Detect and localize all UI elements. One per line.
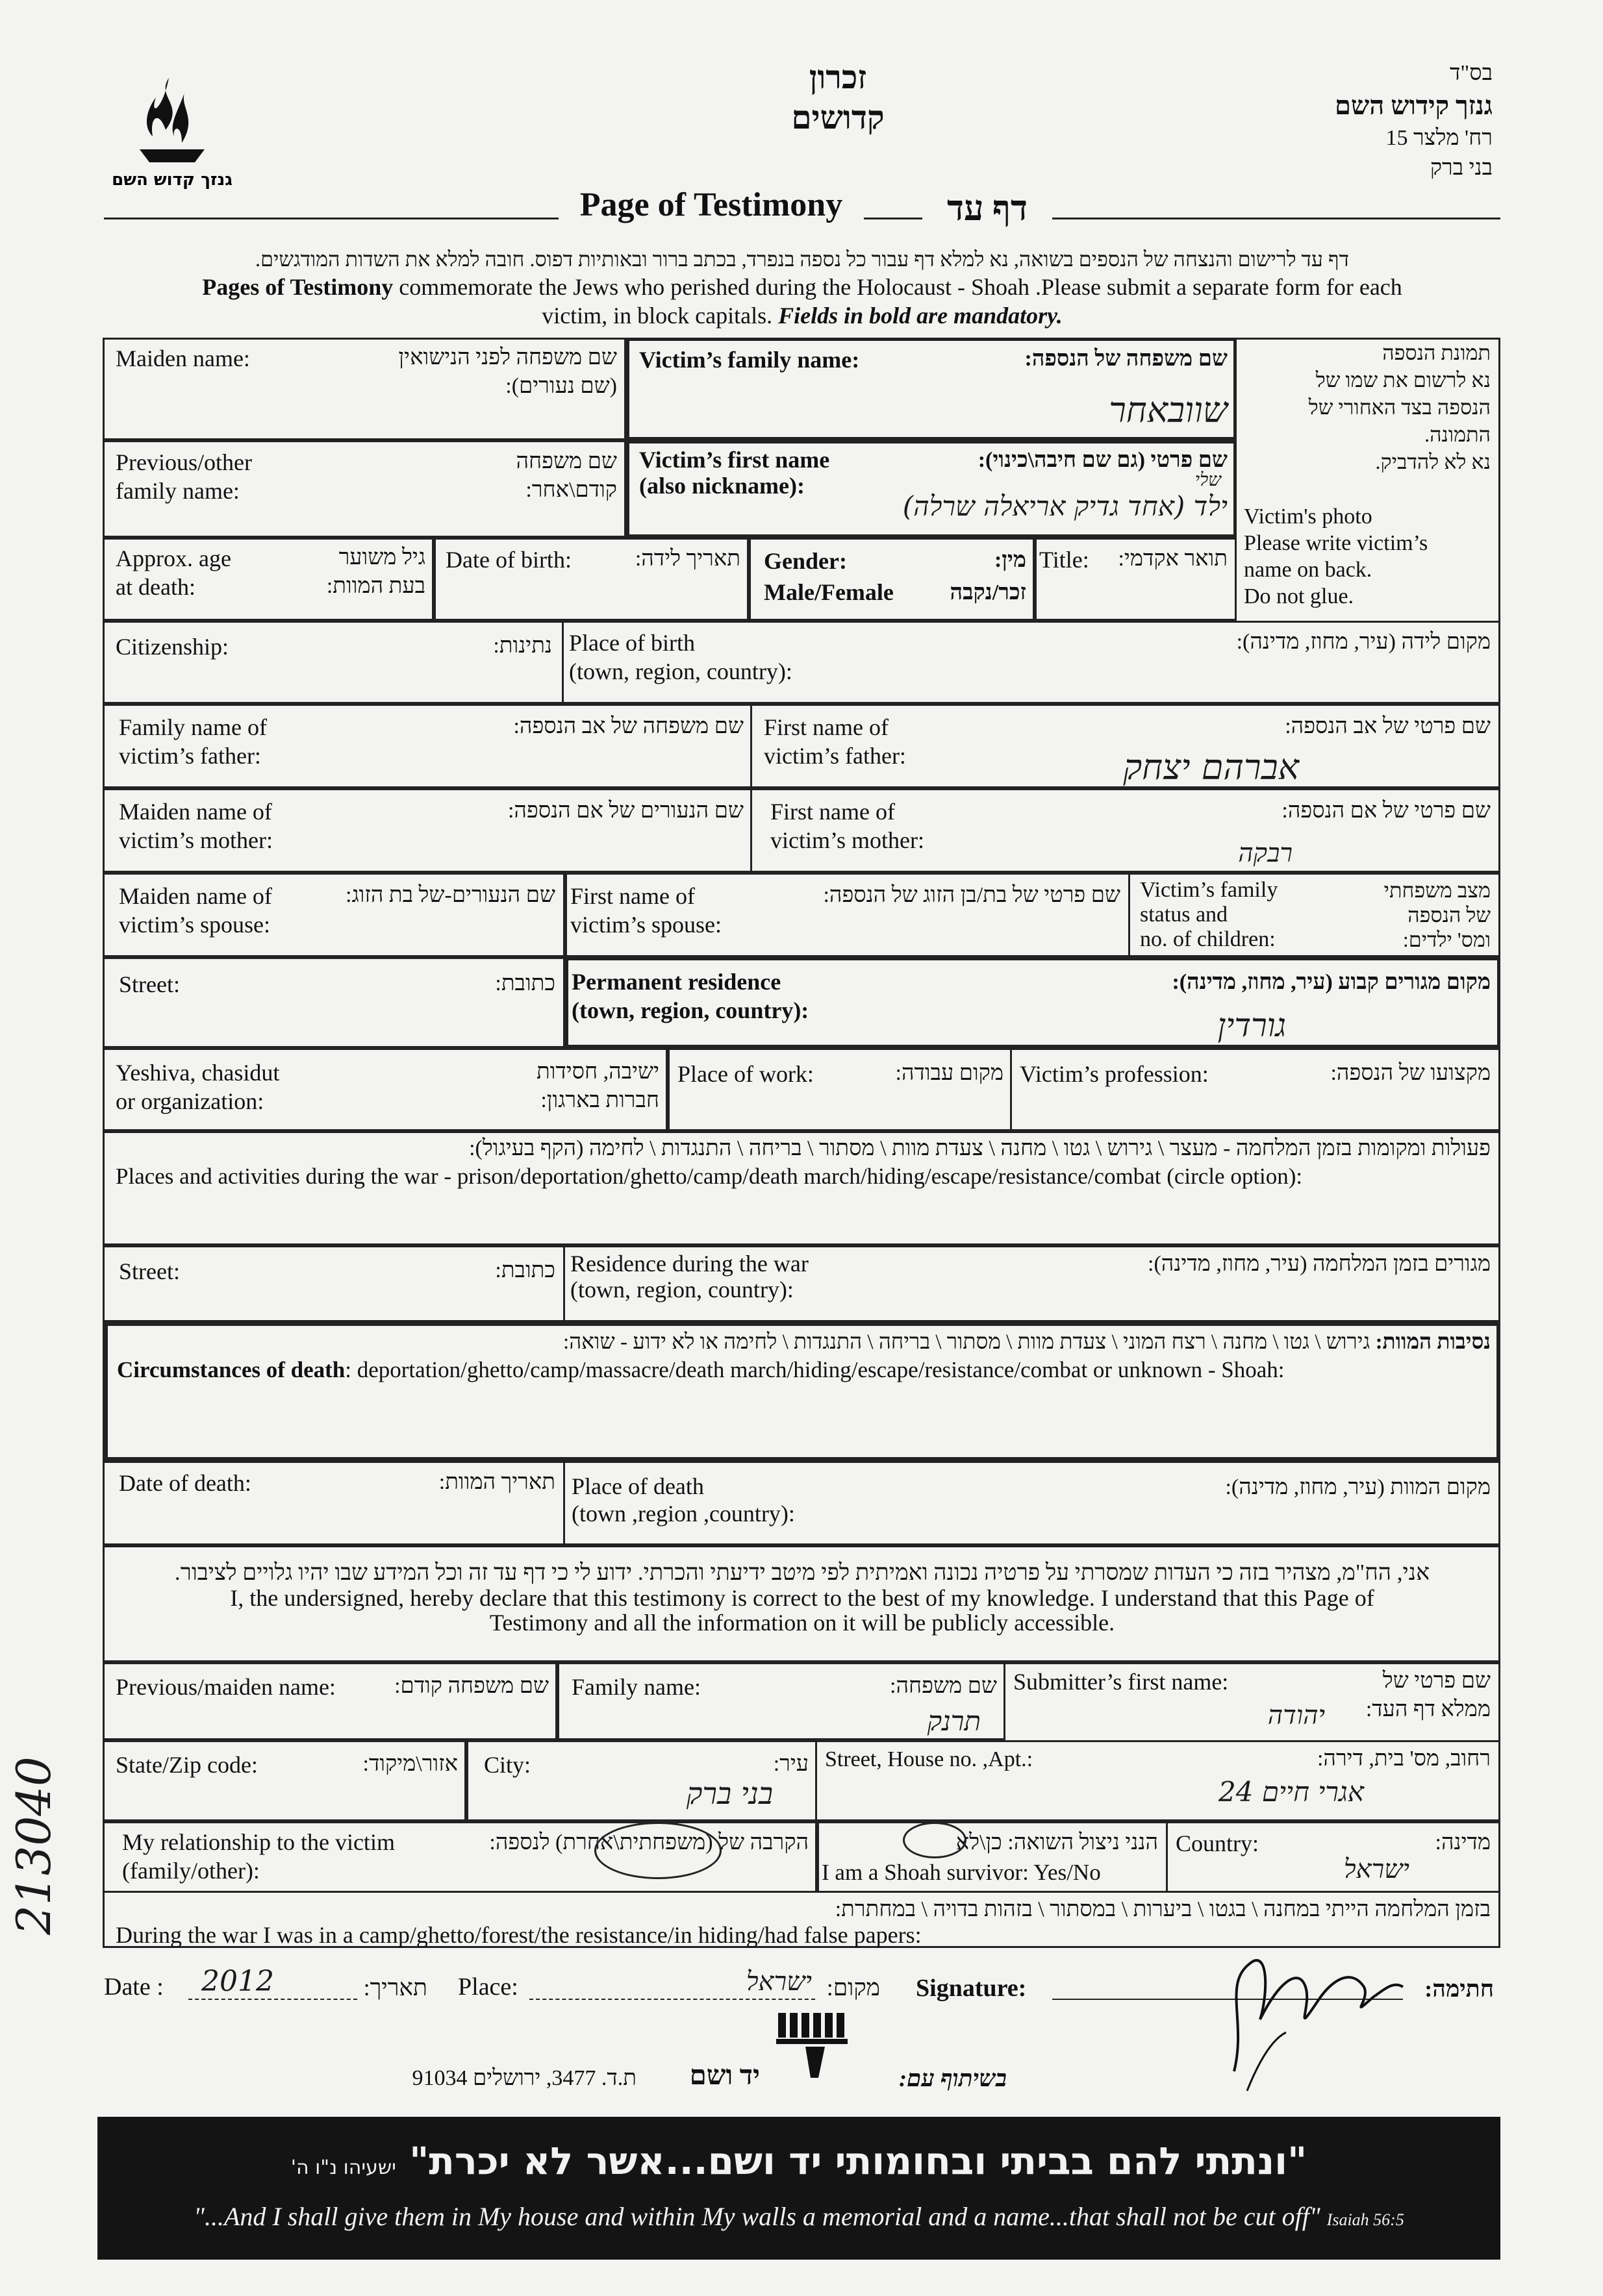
date-of-death-label-he: תאריך המוות: — [438, 1470, 555, 1494]
address-line: בני ברק — [1430, 156, 1493, 180]
war-activities-label: Places and activities during the war - prison/deportation/ghetto/camp/death march/hiding/escape/resistance/combat (circle option): — [116, 1164, 1303, 1189]
gender-label-line: Gender: — [764, 548, 847, 574]
logo-text: גנזך קדוש השם — [112, 170, 233, 190]
date-label-he: תאריך: — [363, 1975, 427, 2001]
spouse-maiden-name-label-line: victim’s spouse: — [119, 912, 270, 938]
survivor-label-he: הנני ניצול השואה: כן\לא — [955, 1830, 1158, 1854]
submitter-family-name-value: תרנק — [927, 1705, 981, 1737]
country-value: ישראל — [1343, 1854, 1409, 1884]
address-line: גנזך קידוש השם — [1335, 91, 1493, 120]
photo-instruction-line: Victim's photo — [1244, 505, 1372, 529]
place-of-birth-label-line: (town, region, country): — [569, 658, 792, 684]
partner-name: יד ושם — [689, 2061, 760, 2091]
place-label: Place: — [458, 1973, 518, 2001]
memorial-heading-line1: זכרון — [809, 59, 867, 95]
family-status-label[interactable] — [1140, 878, 1354, 952]
submitter-street-label-he: רחוב, מס' בית, דירה: — [1317, 1747, 1491, 1771]
signature-label: Signature: — [916, 1975, 1027, 2002]
intro-mandatory-note: Fields in bold are mandatory. — [772, 303, 1063, 329]
family-status-label-he-line: של הנספה — [1407, 903, 1491, 927]
age-at-death-label — [116, 544, 231, 601]
partner-label: בשיתוף עם: — [899, 2065, 1007, 2091]
academic-title-label: Title: — [1039, 547, 1089, 573]
mother-maiden-name-label — [119, 797, 273, 855]
submitter-city-value: בני ברק — [686, 1776, 773, 1811]
submitter-city-label: City: — [484, 1752, 531, 1778]
footer-quote-band — [97, 2117, 1500, 2260]
relationship-label-line: (family/other): — [122, 1858, 260, 1884]
declaration-en — [114, 1586, 1491, 1635]
photo-instruction-line: נא לא להדביק. — [1375, 450, 1491, 473]
age-at-death-label-line: Approx. age — [116, 545, 231, 571]
family-status-label-line: status and — [1140, 903, 1228, 927]
country-label[interactable]: Country: — [1176, 1830, 1259, 1856]
photo-instructions-en — [1244, 503, 1497, 610]
submitter-prev-name-label: Previous/maiden name: — [116, 1674, 336, 1700]
relationship-circle-mark — [594, 1822, 722, 1879]
yeshiva-label-he: ישיבה, חסידות — [536, 1060, 659, 1084]
previous-family-name-label-line: Previous/other — [116, 449, 252, 475]
age-at-death-label-line: at death: — [116, 574, 196, 600]
permanent-residence-label — [572, 967, 809, 1025]
gender-label-he: מין: — [994, 548, 1026, 572]
submitter-first-name-label-he: שם פרטי של — [1382, 1669, 1491, 1693]
place-of-birth-label-he: מקום לידה (עיר, מחוז, מדינה): — [1236, 630, 1491, 654]
victim-family-name-label-he: שם משפחה של הנספה: — [1024, 347, 1228, 371]
profession-label-he: מקצועו של הנספה: — [1330, 1061, 1491, 1085]
permanent-residence-label-he: מקום מגורים קבוע (עיר, מחוז, מדינה): — [1172, 970, 1491, 994]
yeshiva-label-line: or organization: — [116, 1088, 264, 1114]
page-title: Page of Testimony — [559, 186, 864, 224]
date-label: Date : — [104, 1973, 164, 2001]
footer-quote-he — [97, 2139, 1500, 2183]
place-line[interactable] — [529, 1999, 815, 2000]
photo-instruction-line: תמונת הנספה — [1382, 341, 1491, 364]
memorial-heading — [740, 57, 935, 138]
submitter-first-name-label-he2: ממלא דף העד: — [1365, 1697, 1491, 1721]
footer-quote-en-ref: Isaiah 56:5 — [1326, 2210, 1404, 2229]
declaration-line: Testimony and all the information on it will be publicly accessible. — [489, 1610, 1115, 1636]
permanent-residence-label-line: Permanent residence — [572, 969, 781, 995]
spouse-maiden-name-label — [119, 882, 272, 939]
place-of-death-label[interactable] — [572, 1473, 795, 1527]
date-value: 2012 — [201, 1965, 274, 1998]
age-at-death-label-he: גיל משוער — [338, 545, 425, 569]
family-status-label-line: Victim’s family — [1140, 878, 1278, 902]
archive-address — [1168, 58, 1493, 183]
yeshiva-label — [116, 1058, 279, 1116]
previous-family-name-label-line: family name: — [116, 478, 240, 504]
street-label: Street: — [119, 971, 180, 997]
survivor-label: I am a Shoah survivor: Yes/No — [822, 1860, 1101, 1885]
father-family-name-label-line: victim’s father: — [119, 743, 261, 769]
spouse-first-name-label-he: שם פרטי של בת/בן הזוג של הנספה: — [823, 883, 1120, 907]
margin-record-number: 213040 — [6, 1756, 61, 1935]
war-activities-label-he: פעולות ומקומות בזמן המלחמה - מעצר \ גירוש \ גטו \ מחנה \ צעדת מוות \ מסתור \ בריחה \ התנגדות \ לחימה (הקף בעיגול): — [469, 1136, 1491, 1160]
father-first-name-label-line: victim’s father: — [764, 743, 906, 769]
intro-english — [104, 273, 1500, 330]
circumstances-label-he — [117, 1329, 1491, 1356]
date-of-death-label: Date of death: — [119, 1470, 251, 1496]
submitter-family-name-label: Family name: — [572, 1674, 701, 1700]
submitter-zip-label: State/Zip code: — [116, 1752, 258, 1778]
place-value: ישראל — [746, 1967, 812, 1997]
country-label-he: מדינה: — [1435, 1830, 1491, 1854]
spouse-maiden-name-label-line: Maiden name of — [119, 883, 272, 909]
victim-first-name-value: ילד (אחד גדיק אריאלה שרלה) — [902, 490, 1228, 522]
family-status-label-he-line: מצב משפחתי — [1383, 879, 1491, 902]
circumstances-label-text: : deportation/ghetto/camp/massacre/death march/hiding/escape/resistance/combat or unknown - Shoah: — [345, 1357, 1285, 1382]
yad-vashem-logo — [773, 2013, 857, 2084]
maiden-name-label-he2: (שם נעורים): — [505, 374, 617, 398]
survivor-circle-mark — [903, 1822, 966, 1858]
gender-label — [764, 545, 894, 608]
intro-text: commemorate the Jews who perished during the Holocaust - Shoah .Please submit a separate form for each — [393, 274, 1402, 300]
footer-quote-he-text: "ונתתי להם בביתי ובחומותי יד ושם...אשר לא יכרת" — [409, 2139, 1307, 2183]
mother-first-name-label-line: First name of — [770, 799, 895, 825]
page-title-hebrew: דף עד — [922, 188, 1052, 229]
submitter-family-name-label-he: שם משפחה: — [890, 1674, 997, 1698]
father-family-name-label-he: שם משפחה של אב הנספה: — [513, 714, 744, 738]
footer-quote-en-text: "...And I shall give them in My house and within My walls a memorial and a name...that shall not be cut off" — [194, 2202, 1320, 2231]
signature-label-he: חתימה: — [1424, 1976, 1494, 2002]
declaration-line: I, the undersigned, hereby declare that this testimony is correct to the best of my knowledge. I understand that this Page of — [230, 1585, 1374, 1611]
mother-maiden-name-label-line: victim’s mother: — [119, 827, 273, 853]
father-first-name-label-line: First name of — [764, 714, 889, 740]
father-first-name-value: אברהם יצחק — [1123, 747, 1299, 788]
victim-first-name-label-line: Victim’s first name — [639, 447, 830, 473]
spouse-first-name-label-line: First name of — [570, 883, 695, 909]
mother-first-name-label[interactable] — [770, 797, 924, 855]
maiden-name-label: Maiden name: — [116, 345, 250, 371]
victim-first-name-label — [639, 447, 829, 499]
war-street-label-he: כתובת: — [495, 1258, 555, 1282]
age-at-death-label-he2: בעת המוות: — [326, 574, 425, 598]
photo-instruction-line: התמונה. — [1424, 423, 1491, 446]
org-logo — [112, 71, 233, 201]
previous-family-name-label-he: שם משפחה — [516, 449, 617, 473]
citizenship-label-he: נתינות: — [493, 634, 552, 658]
war-street-label: Street: — [119, 1258, 180, 1284]
yeshiva-label-line: Yeshiva, chasidut — [116, 1060, 280, 1086]
place-of-work-label: Place of work: — [677, 1061, 814, 1087]
relationship-label — [122, 1828, 395, 1885]
signature-scribble — [1208, 1941, 1416, 2097]
circumstances-label-he-bold: נסיבות המוות: — [1375, 1330, 1491, 1354]
place-of-death-label-line: Place of death — [572, 1473, 704, 1499]
previous-family-name-label-he2: קודם\אחר: — [525, 478, 617, 502]
during-war-label-he: בזמן המלחמה הייתי במחנה \ בגטו \ ביערות \ במסתור \ בזהות בדויה \ במחתרת: — [835, 1897, 1491, 1921]
place-of-death-label-line: (town ,region ,country): — [572, 1501, 795, 1527]
footer-quote-he-ref: ישעיהו נ"ו ה' — [290, 2156, 396, 2179]
father-family-name-label-line: Family name of — [119, 714, 267, 740]
gender-label-line: Male/Female — [764, 579, 894, 605]
war-residence-label-he: מגורים בזמן המלחמה (עיר, מחוז, מדינה): — [1148, 1252, 1491, 1276]
date-of-birth-label-he: תאריך לידה: — [635, 547, 740, 571]
submitter-zip-label-he: אזור\מיקוד: — [362, 1752, 458, 1776]
father-family-name-label — [119, 713, 267, 770]
submitter-street-label[interactable]: Street, House no. ,Apt.: — [825, 1747, 1033, 1771]
permanent-residence-value: גורדין — [1217, 1006, 1286, 1044]
photo-instruction-line: name on back. — [1244, 558, 1372, 582]
photo-instruction-line: נא לרשום את שמו של — [1315, 368, 1491, 392]
gender-label-he2: זכר/נקבה — [950, 580, 1026, 605]
mother-first-name-label-he: שם פרטי של אם הנספה: — [1281, 799, 1491, 823]
victim-first-name-note: שלי — [1194, 469, 1221, 490]
intro-hebrew: דף עד לרישום והנצחה של הנספים בשואה, נא למלא דף עבור כל נספה בנפרד, בכתב ברור ובאותיות דפוס. חובה למלא את השדות המודגשים. — [255, 247, 1349, 271]
submitter-first-name-label[interactable]: Submitter’s first name: — [1013, 1669, 1229, 1695]
mother-maiden-name-label-he: שם הנעורים של אם הנספה: — [507, 799, 744, 823]
mother-maiden-name-label-line: Maiden name of — [119, 799, 272, 825]
academic-title-label-he: תואר אקדמי: — [1118, 547, 1228, 571]
during-war-label[interactable]: During the war I was in a camp/ghetto/forest/the resistance/in hiding/had false papers: — [116, 1922, 922, 1948]
address-line: רח' מלצר 15 — [1385, 126, 1493, 150]
partner-address: ת.ד. 3477, ירושלים 91034 — [412, 2066, 637, 2090]
war-residence-label-line: Residence during the war — [570, 1251, 809, 1277]
spouse-first-name-label — [570, 882, 722, 939]
circumstances-label-he-text: גירוש \ גטו \ מחנה \ רצח המוני \ צעדת מוות \ מסתור \ בריחה \ התנגדות \ לחימה או לא ידוע - שואה: — [563, 1330, 1376, 1354]
street-label-he: כתובת: — [495, 971, 555, 995]
place-label-he: מקום: — [826, 1975, 880, 2001]
circumstances-label-bold: Circumstances of death — [117, 1357, 346, 1382]
victim-family-name-label: Victim’s family name: — [639, 347, 860, 373]
maiden-name-label-he: שם משפחה לפני הנישואין — [398, 345, 617, 369]
circumstances-label — [117, 1356, 1494, 1384]
family-status-label-he-line: ומס' ילדים: — [1402, 928, 1491, 951]
victim-first-name-label-he: שם פרטי (גם שם חיבה\כינוי): — [978, 448, 1228, 472]
profession-label[interactable]: Victim’s profession: — [1020, 1061, 1209, 1087]
address-line: בס"ד — [1450, 61, 1493, 85]
place-of-work-label-he: מקום עבודה: — [895, 1061, 1003, 1085]
place-of-birth-label-line: Place of birth — [569, 630, 695, 656]
mother-first-name-value: רבקה — [1238, 838, 1293, 868]
submitter-city-label-he: עיר: — [773, 1752, 809, 1776]
photo-instruction-line: הנספה בצד האחורי של — [1308, 395, 1491, 419]
place-of-birth-label[interactable] — [569, 629, 792, 686]
relationship-label-line: My relationship to the victim — [122, 1829, 395, 1855]
yeshiva-label-he2: חברות בארגון: — [540, 1088, 659, 1112]
intro-bold: Pages of Testimony — [202, 274, 394, 300]
citizenship-label: Citizenship: — [116, 634, 229, 660]
submitter-prev-name-label-he: שם משפחה קודם: — [394, 1674, 549, 1698]
photo-instruction-line: Please write victim’s — [1244, 531, 1428, 555]
father-first-name-label[interactable] — [764, 713, 906, 770]
date-of-birth-label: Date of birth: — [446, 547, 572, 573]
place-of-death-label-he: מקום המוות (עיר, מחוז, מדינה): — [1225, 1475, 1491, 1499]
war-residence-label[interactable] — [570, 1251, 809, 1303]
photo-instructions-he — [1244, 339, 1491, 475]
intro-text: victim, in block capitals. — [542, 303, 773, 329]
victim-first-name-label-line: (also nickname): — [639, 473, 805, 499]
declaration-he: אני, הח"מ, מצהיר בזה כי העדות שמסרתי על פרטיה נכונה ואמיתית לפי מיטב ידיעתי והכרתי. ידוע לי כי דף עד זה וכל המידע שבו יהיו גלויים לציבור. — [174, 1560, 1430, 1585]
spouse-first-name-label-line: victim’s spouse: — [570, 912, 722, 938]
family-status-label-line: no. of children: — [1140, 927, 1276, 951]
victim-family-name-value: שוובאחר — [1109, 390, 1228, 430]
war-residence-label-line: (town, region, country): — [570, 1277, 794, 1303]
memorial-heading-line2: קדושים — [791, 99, 885, 136]
date-line[interactable] — [188, 1999, 357, 2000]
previous-family-name-label — [116, 448, 252, 505]
family-status-label-he — [1351, 878, 1491, 952]
spouse-maiden-name-label-he: שם הנעורים-של בת הזוג: — [346, 883, 555, 907]
mother-first-name-label-line: victim’s mother: — [770, 827, 924, 853]
permanent-residence-label-line: (town, region, country): — [572, 997, 809, 1023]
submitter-street-value: אגרי חיים 24 — [1218, 1776, 1364, 1808]
submitter-first-name-value: יהודה — [1267, 1701, 1325, 1730]
photo-instruction-line: Do not glue. — [1244, 584, 1354, 608]
relationship-label-he: הקרבה של (משפחתית\אחרת) לנספה: — [489, 1830, 809, 1854]
father-first-name-label-he: שם פרטי של אב הנספה: — [1285, 714, 1491, 738]
footer-quote-en — [97, 2201, 1500, 2232]
